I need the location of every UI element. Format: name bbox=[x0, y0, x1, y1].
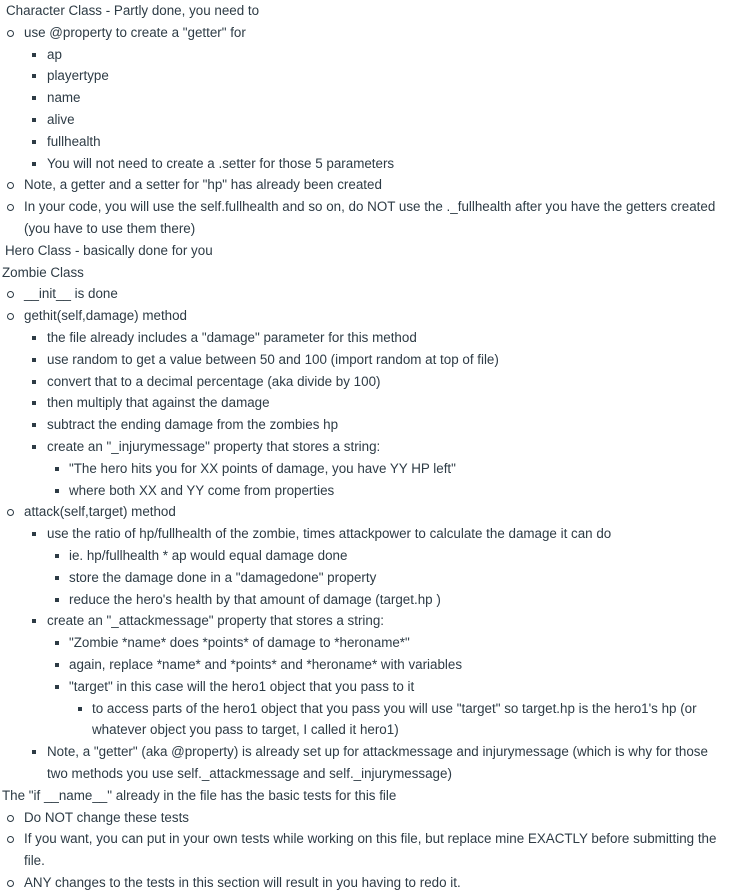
list-item-text: ANY changes to the tests in this section will result in you having to redo it. bbox=[24, 875, 461, 890]
circle-bullet-icon bbox=[7, 815, 14, 822]
list-item-text: In your code, you will use the self.fullhealth and so on, do NOT use the ._fullhealth after you have the getters created (you have to use them there) bbox=[24, 199, 716, 236]
list-item-text: Note, a "getter" (aka @property) is already set up for attackmessage and injurymessage (which is why for those two methods you use self._attackmessage and self._injurymessage) bbox=[47, 744, 708, 781]
square-bullet-icon bbox=[32, 401, 36, 405]
square-bullet-icon bbox=[55, 489, 59, 493]
list-item-text: playertype bbox=[47, 68, 109, 84]
circle-bullet-icon bbox=[7, 182, 14, 189]
list-item-text: the file already includes a "damage" parameter for this method bbox=[47, 330, 417, 345]
list-item-text: Do NOT change these tests bbox=[24, 809, 189, 825]
list-item-text: again, replace *name* and *points* and *heroname* with variables bbox=[69, 657, 463, 672]
list-item-text: "target" in this case will the hero1 object that you pass to it bbox=[69, 678, 415, 694]
circle-bullet-icon bbox=[7, 313, 14, 320]
square-bullet-icon bbox=[32, 53, 36, 57]
square-bullet-icon bbox=[55, 685, 59, 689]
list-item-text: subtract the ending damage from the zombies hp bbox=[47, 417, 339, 433]
list-item-text: ap bbox=[47, 46, 62, 62]
list-item-text: Character Class - Partly done, you need to bbox=[6, 3, 260, 18]
circle-bullet-icon bbox=[7, 204, 14, 211]
list-item-text: __init__ is done bbox=[24, 286, 118, 302]
square-bullet-icon bbox=[32, 162, 36, 166]
list-item-text: name bbox=[47, 90, 81, 106]
circle-bullet-icon bbox=[7, 836, 14, 843]
square-bullet-icon bbox=[55, 576, 59, 580]
square-bullet-icon bbox=[32, 118, 36, 122]
list-item-text: The "if __name__" already in the file has the basic tests for this file bbox=[2, 787, 397, 803]
list-item-text: attack(self,target) method bbox=[24, 504, 176, 520]
list-item-text: If you want, you can put in your own tests while working on this file, but replace mine EXACTLY before submitting the file. bbox=[24, 831, 717, 869]
square-bullet-icon bbox=[32, 619, 36, 623]
square-bullet-icon bbox=[32, 336, 36, 340]
circle-bullet-icon bbox=[7, 880, 14, 887]
circle-bullet-icon bbox=[7, 30, 14, 37]
list-item-text: Hero Class - basically done for you bbox=[5, 242, 213, 258]
list-item-text: then multiply that against the damage bbox=[47, 395, 270, 411]
list-item-text: where both XX and YY come from properties bbox=[69, 482, 335, 498]
list-item-text: ie. hp/fullhealth * ap would equal damage done bbox=[69, 548, 348, 563]
square-bullet-icon bbox=[55, 467, 59, 471]
square-bullet-icon bbox=[78, 707, 82, 711]
circle-bullet-icon bbox=[7, 291, 14, 298]
square-bullet-icon bbox=[32, 140, 36, 144]
square-bullet-icon bbox=[55, 554, 59, 558]
list-item-text: reduce the hero's health by that amount of damage (target.hp ) bbox=[69, 591, 441, 607]
list-item-text: to access parts of the hero1 object that you pass you will use "target" so target.hp is the hero1's hp (or whatever object you pass to target, I called it hero1) bbox=[92, 700, 697, 738]
list-item-text: Note, a getter and a setter for "hp" has already been created bbox=[24, 177, 382, 193]
square-bullet-icon bbox=[32, 532, 36, 536]
square-bullet-icon bbox=[32, 380, 36, 384]
list-item-text: use @property to create a "getter" for bbox=[24, 24, 246, 40]
list-item-text: create an "_attackmessage" property that stores a string: bbox=[47, 613, 385, 629]
square-bullet-icon bbox=[32, 74, 36, 78]
list-item-text: "The hero hits you for XX points of damage, you have YY HP left" bbox=[69, 460, 456, 476]
list-item-text: alive bbox=[47, 112, 75, 127]
list-item-text: gethit(self,damage) method bbox=[24, 308, 188, 324]
list-item-text: use random to get a value between 50 and 100 (import random at top of file) bbox=[47, 351, 499, 367]
square-bullet-icon bbox=[32, 445, 36, 449]
square-bullet-icon bbox=[55, 641, 59, 645]
square-bullet-icon bbox=[55, 598, 59, 602]
list-item-text: convert that to a decimal percentage (aka divide by 100) bbox=[47, 373, 381, 389]
list-item-text: store the damage done in a "damagedone" property bbox=[69, 569, 377, 585]
list-item-text: Zombie Class bbox=[2, 264, 84, 280]
square-bullet-icon bbox=[32, 423, 36, 427]
square-bullet-icon bbox=[32, 358, 36, 362]
list-item-text: You will not need to create a .setter for those 5 parameters bbox=[47, 155, 395, 171]
square-bullet-icon bbox=[32, 750, 36, 754]
list-item-text: use the ratio of hp/fullhealth of the zombie, times attackpower to calculate the damage it can do bbox=[47, 526, 612, 542]
list-item-text: fullhealth bbox=[47, 133, 101, 149]
circle-bullet-icon bbox=[7, 509, 14, 516]
list-item-text: "Zombie *name* does *points* of damage to *heroname*" bbox=[69, 635, 410, 651]
square-bullet-icon bbox=[55, 663, 59, 667]
list-item-text: create an "_injurymessage" property that stores a string: bbox=[47, 439, 381, 454]
square-bullet-icon bbox=[32, 96, 36, 100]
